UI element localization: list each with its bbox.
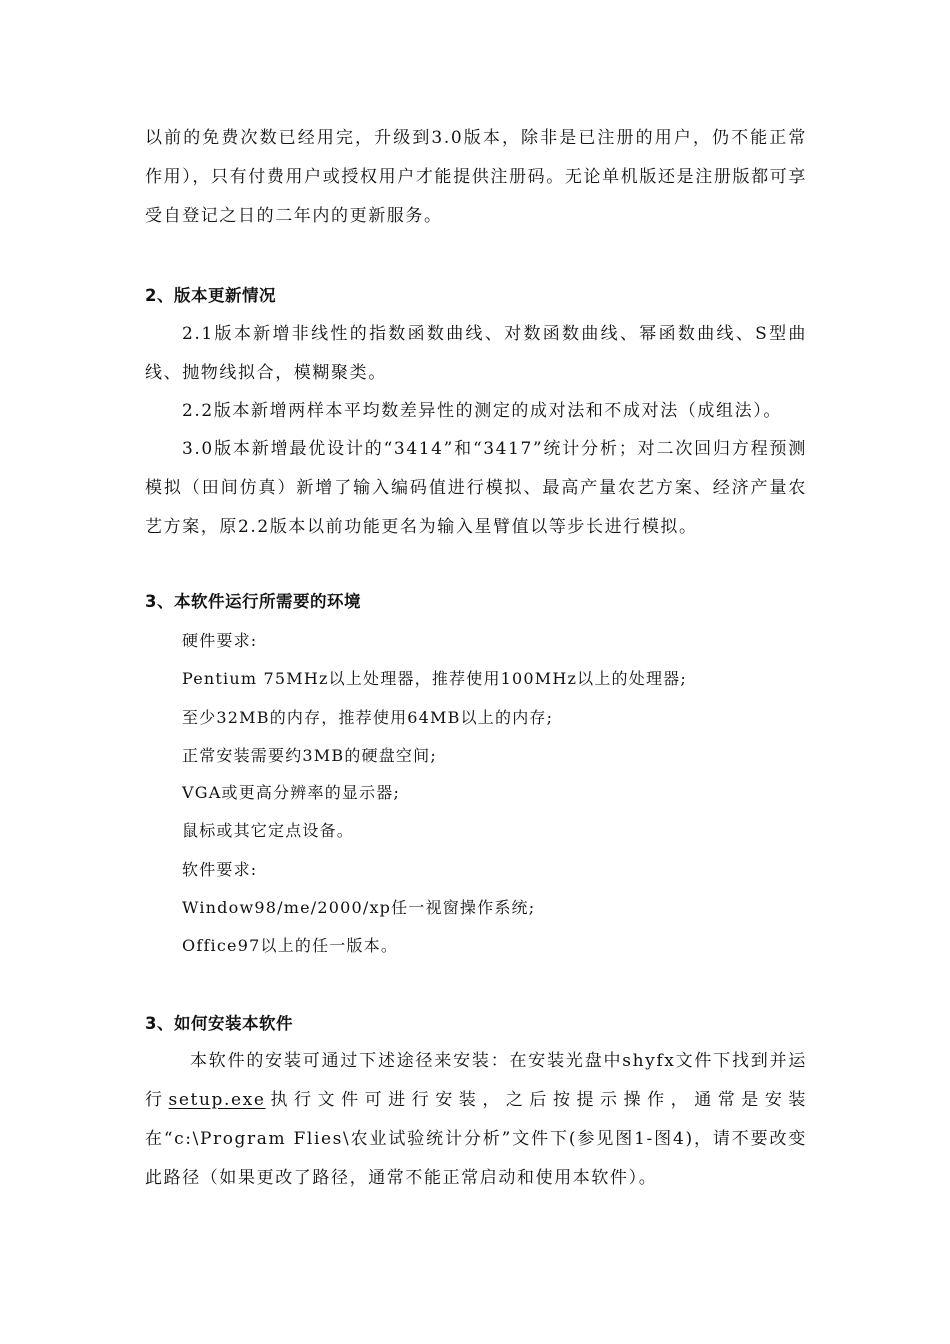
section-heading-install: 3、如何安装本软件 [145, 1014, 293, 1033]
section-heading-environment: 3、本软件运行所需要的环境 [145, 592, 361, 611]
software-requirements-title: 软件要求: [182, 860, 258, 879]
install-text-before-link: 本软件的安装可通过下述途径来安装：在安装光盘中shyfx文件下找到并运行 [145, 1051, 807, 1110]
install-paragraph [145, 1042, 807, 1198]
update-paragraph-2-2: 2.2版本新增两样本平均数差异性的测定的成对法和不成对法（成组法）。 [182, 401, 782, 421]
update-paragraph-2-1: 2.1版本新增非线性的指数函数曲线、对数函数曲线、幂函数曲线、S型曲线、抛物线拟合，模糊聚类。 [145, 324, 807, 383]
hardware-item-disk: 正常安装需要约3MB的硬盘空间; [182, 746, 437, 765]
hardware-requirements-title: 硬件要求: [182, 631, 258, 650]
hardware-item-cpu: Pentium 75MHz以上处理器，推荐使用100MHz以上的处理器; [182, 669, 687, 688]
hardware-item-display: VGA或更高分辨率的显示器; [182, 783, 401, 802]
software-item-os: Window98/me/2000/xp任一视窗操作系统; [182, 898, 536, 917]
hardware-item-pointer: 鼠标或其它定点设备。 [182, 821, 355, 840]
update-paragraph-3-0: 3.0版本新增最优设计的“3414”和“3417”统计分析；对二次回归方程预测模拟（田间仿真）新增了输入编码值进行模拟、最高产量农艺方案、经济产量农艺方案，原2.2版本以前功能更名为输入星臂值以等步长进行模拟。 [145, 439, 807, 537]
install-text-after-link: 执行文件可进行安装，之后按提示操作，通常是安装在“c:\Program Flies\农业试验统计分析”文件下(参见图1-图4)，请不要改变此路径（如果更改了路径，通常不能正常启动和使用本软件）。 [145, 1090, 807, 1188]
hardware-item-memory: 至少32MB的内存，推荐使用64MB以上的内存; [182, 708, 554, 727]
intro-paragraph: 以前的免费次数已经用完，升级到3.0版本，除非是已注册的用户，仍不能正常作用），只有付费用户或授权用户才能提供注册码。无论单机版还是注册版都可享受自登记之日的二年内的更新服务。 [145, 128, 807, 226]
section-heading-updates: 2、版本更新情况 [145, 286, 276, 305]
software-item-office: Office97以上的任一版本。 [182, 936, 399, 955]
setup-exe-link[interactable]: setup.exe [168, 1090, 266, 1110]
